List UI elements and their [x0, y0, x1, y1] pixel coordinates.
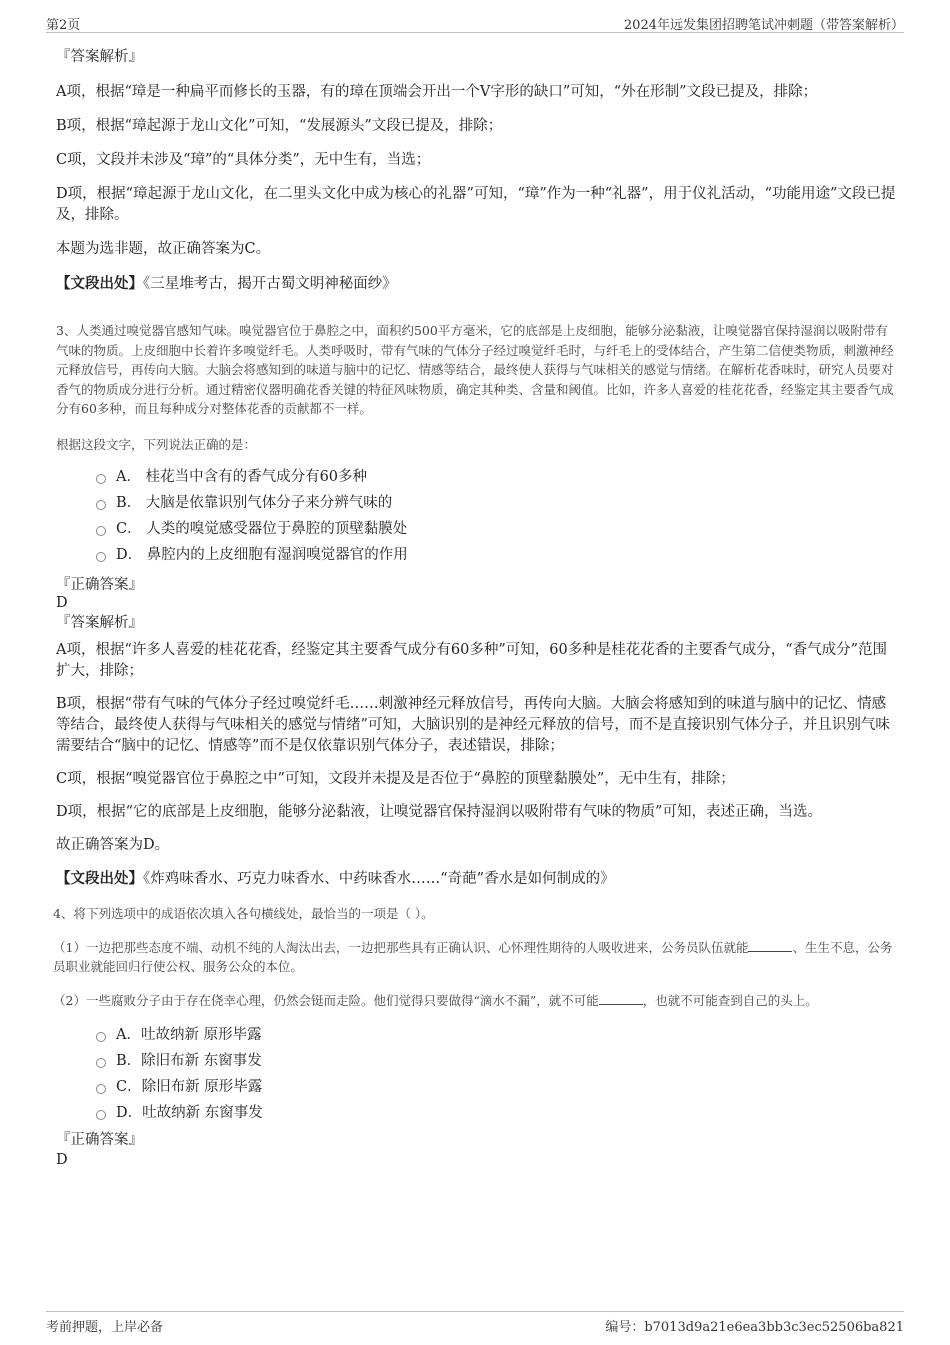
page-header — [46, 14, 904, 33]
option-a[interactable]: A．吐故纳新 原形毕露 — [96, 1022, 896, 1048]
source-text: 《炸鸡味香水、巧克力味香水、中药味香水……“奇葩”香水是如何制成的》 — [143, 871, 615, 887]
analysis-label: 『答案解析』 — [56, 615, 143, 631]
option-a[interactable]: A． 桂花当中含有的香气成分有60多种 — [96, 464, 896, 490]
analysis-a: A项，根据“璋是一种扁平而修长的玉器，有的璋在顶端会开出一个V字形的缺口”可知，“外在形制”文段已提及，排除； — [56, 84, 818, 100]
radio-icon[interactable] — [96, 1110, 106, 1120]
analysis-b: B项，根据“璋起源于龙山文化”可知，“发展源头”文段已提及，排除； — [56, 118, 503, 134]
question-4-options — [96, 1022, 896, 1126]
page-footer — [46, 1311, 904, 1334]
answer-label: 『正确答案』 — [56, 1132, 143, 1148]
option-d[interactable]: D． 鼻腔内的上皮细胞有湿润嗅觉器官的作用 — [96, 542, 896, 568]
answer-value: D — [56, 595, 68, 611]
analysis-d: D项，根据“璋起源于龙山文化，在二里头文化中成为核心的礼器”可知，“璋”作为一种“礼器”，用于仪礼活动，“功能用途”文段已提及，排除。 — [56, 186, 896, 223]
analysis-a: A项，根据“许多人喜爱的桂花花香，经鉴定其主要香气成分有60多种”可知，60多种是桂花花香的主要香气成分，“香气成分”范围扩大，排除； — [56, 642, 888, 679]
option-d[interactable]: D．吐故纳新 东窗事发 — [96, 1100, 896, 1126]
page-number: 第2页 — [46, 18, 81, 33]
option-c[interactable]: C． 人类的嗅觉感受器位于鼻腔的顶壁黏膜处 — [96, 516, 896, 542]
analysis-label: 『答案解析』 — [56, 49, 143, 65]
radio-icon[interactable] — [96, 1032, 106, 1042]
question-4-sentence-1: （1）一边把那些态度不端、动机不纯的人淘汰出去，一边把那些具有正确认识、心怀理性期待的人吸收进来，公务员队伍就能 、生生不息，公务员职业就能回归行使公权、服务公众的本位。 — [53, 939, 893, 974]
radio-icon[interactable] — [96, 526, 106, 536]
option-c[interactable]: C．除旧布新 原形毕露 — [96, 1074, 896, 1100]
document-id: 编号：b7013d9a21e6ea3bb3c3ec52506ba821 — [605, 1320, 904, 1335]
radio-icon[interactable] — [96, 1084, 106, 1094]
blank-1 — [748, 939, 792, 952]
analysis-b: B项，根据“带有气味的气体分子经过嗅觉纤毛……刺激神经元释放信号，再传向大脑。大脑会将感知到的味道与脑中的记忆、情感等结合，最终使人获得与气味相关的感觉与情绪”可知，大脑识别的是神经元释放的信号，而不是直接识别气体分子，并且识别气味需要结合“脑中的记忆、情感等”而不是仅依靠识别气体分子，表述错误，排除； — [56, 696, 890, 754]
radio-icon[interactable] — [96, 552, 106, 562]
conclusion: 本题为选非题，故正确答案为C。 — [56, 241, 271, 257]
source — [56, 868, 896, 890]
source-label: 【文段出处】 — [56, 275, 143, 292]
analysis-c: C项，文段并未涉及“璋”的“具体分类”，无中生有，当选； — [56, 152, 431, 168]
footer-slogan: 考前押题，上岸必备 — [46, 1320, 164, 1335]
conclusion: 故正确答案为D。 — [56, 837, 170, 853]
option-b[interactable]: B．除旧布新 东窗事发 — [96, 1048, 896, 1074]
blank-2 — [599, 992, 643, 1005]
radio-icon[interactable] — [96, 474, 106, 484]
question-3-prompt: 根据这段文字，下列说法正确的是： — [56, 436, 257, 452]
option-b[interactable]: B． 大脑是依靠识别气体分子来分辨气味的 — [96, 490, 896, 516]
source-label: 【文段出处】 — [56, 870, 143, 887]
question-4-stem: 4、将下列选项中的成语依次填入各句横线处，最恰当的一项是（ ）。 — [53, 906, 434, 921]
question-3-options — [96, 464, 896, 568]
radio-icon[interactable] — [96, 1058, 106, 1068]
document-title: 2024年远发集团招聘笔试冲刺题（带答案解析） — [623, 18, 904, 33]
answer-label: 『正确答案』 — [56, 577, 143, 593]
source — [56, 273, 896, 295]
analysis-d: D项，根据“它的底部是上皮细胞，能够分泌黏液，让嗅觉器官保持湿润以吸附带有气味的物质”可知，表述正确，当选。 — [56, 804, 822, 820]
page-content — [53, 42, 896, 1170]
analysis-c: C项，根据“嗅觉器官位于鼻腔之中”可知，文段并未提及是否位于“鼻腔的顶壁黏膜处”，无中生有，排除； — [56, 771, 735, 787]
question-4-sentence-2: （2）一些腐败分子由于存在侥幸心理，仍然会铤而走险。他们觉得只要做得“滴水不漏”，就不可能 ，也就不可能查到自己的头上。 — [53, 992, 818, 1008]
source-text: 《三星堆考古，揭开古蜀文明神秘面纱》 — [143, 276, 397, 292]
question-3-stem: 3、人类通过嗅觉器官感知气味。嗅觉器官位于鼻腔之中，面积约500平方毫米，它的底部是上皮细胞，能够分泌黏液，让嗅觉器官保持湿润以吸附带有气味的物质。上皮细胞中长着许多嗅觉纤毛。人类呼吸时，带有气味的气体分子经过嗅觉纤毛时，与纤毛上的受体结合，产生第二信使类物质，刺激神经元释放信号，再传向大脑。大脑会将感知到的味道与脑中的记忆、情感等结合，最终使人获得与气味相关的感觉与情绪。在解析花香味时，研究人员要对香气的物质成分进行分析。通过精密仪器明确花香关键的特征风味物质，确定其种类、含量和阈值。比如，许多人喜爱的桂花花香，经鉴定其主要香气成分有60多种，而且每种成分对整体花香的贡献都不一样。 — [56, 323, 894, 416]
answer-value: D — [56, 1152, 68, 1168]
radio-icon[interactable] — [96, 500, 106, 510]
